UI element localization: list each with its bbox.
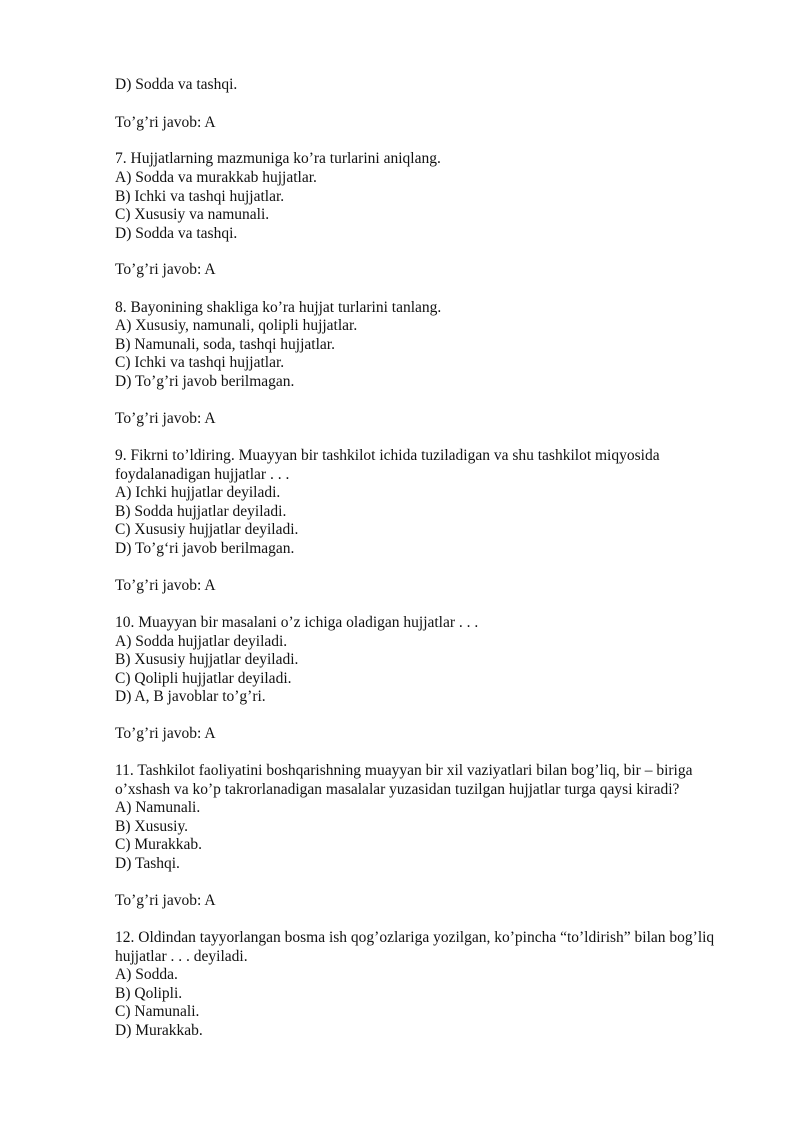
option-b: B) Namunali, soda, tashqi hujjatlar. [115,336,335,353]
option-a: A) Ichki hujjatlar deyiladi. [115,484,281,501]
option-c: C) Xususiy va namunali. [115,206,270,223]
option-a: A) Sodda. [115,966,178,983]
option-a: A) Xususiy, namunali, qolipli hujjatlar. [115,317,358,334]
question-12-line-2: hujjatlar . . . deyiladi. [115,948,248,965]
answer-line: To’g’ri javob: A [115,410,216,427]
answer-line: To’g’ri javob: A [115,577,216,594]
option-c: C) Qolipli hujjatlar deyiladi. [115,670,292,687]
answer-line: To’g’ri javob: A [115,892,216,909]
option-d: D) To’g’ri javob berilmagan. [115,373,295,390]
option-a: A) Namunali. [115,799,201,816]
option-d: D) A, B javoblar to’g’ri. [115,688,266,705]
option-b: B) Ichki va tashqi hujjatlar. [115,188,285,205]
question-9-line-1: 9. Fikrni to’ldiring. Muayyan bir tashkilot ichida tuziladigan va shu tashkilot miqyosida [115,447,660,464]
option-b: B) Xususiy. [115,818,189,835]
option-a: A) Sodda hujjatlar deyiladi. [115,633,288,650]
option-d: D) To’g‘ri javob berilmagan. [115,540,295,557]
option-d: D) Tashqi. [115,855,180,872]
option-b: B) Qolipli. [115,985,183,1002]
option-d: D) Sodda va tashqi. [115,76,238,93]
option-b: B) Xususiy hujjatlar deyiladi. [115,651,299,668]
option-a: A) Sodda va murakkab hujjatlar. [115,169,317,186]
question-7: 7. Hujjatlarning mazmuniga ko’ra turlarini aniqlang. [115,150,441,167]
option-c: C) Murakkab. [115,836,202,853]
option-c: C) Namunali. [115,1003,200,1020]
question-10: 10. Muayyan bir masalani o’z ichiga oladigan hujjatlar . . . [115,614,479,631]
option-b: B) Sodda hujjatlar deyiladi. [115,503,287,520]
question-11-line-1: 11. Tashkilot faoliyatini boshqarishning muayyan bir xil vaziyatlari bilan bog’liq, bir – biriga [115,762,693,779]
answer-line: To’g’ri javob: A [115,261,216,278]
answer-line: To’g’ri javob: A [115,725,216,742]
option-c: C) Xususiy hujjatlar deyiladi. [115,521,299,538]
option-d: D) Sodda va tashqi. [115,225,238,242]
question-11-line-2: o’xshash va ko’p takrorlanadigan masalalar yuzasidan tuzilgan hujjatlar turga qaysi kiradi? [115,781,680,798]
answer-line: To’g’ri javob: A [115,114,216,131]
question-12-line-1: 12. Oldindan tayyorlangan bosma ish qog’ozlariga yozilgan, ko’pincha “to’ldirish” bilan bog’liq [115,929,715,946]
option-c: C) Ichki va tashqi hujjatlar. [115,354,285,371]
question-9-line-2: foydalanadigan hujjatlar . . . [115,466,290,483]
question-8: 8. Bayonining shakliga ko’ra hujjat turlarini tanlang. [115,299,442,316]
option-d: D) Murakkab. [115,1022,203,1039]
